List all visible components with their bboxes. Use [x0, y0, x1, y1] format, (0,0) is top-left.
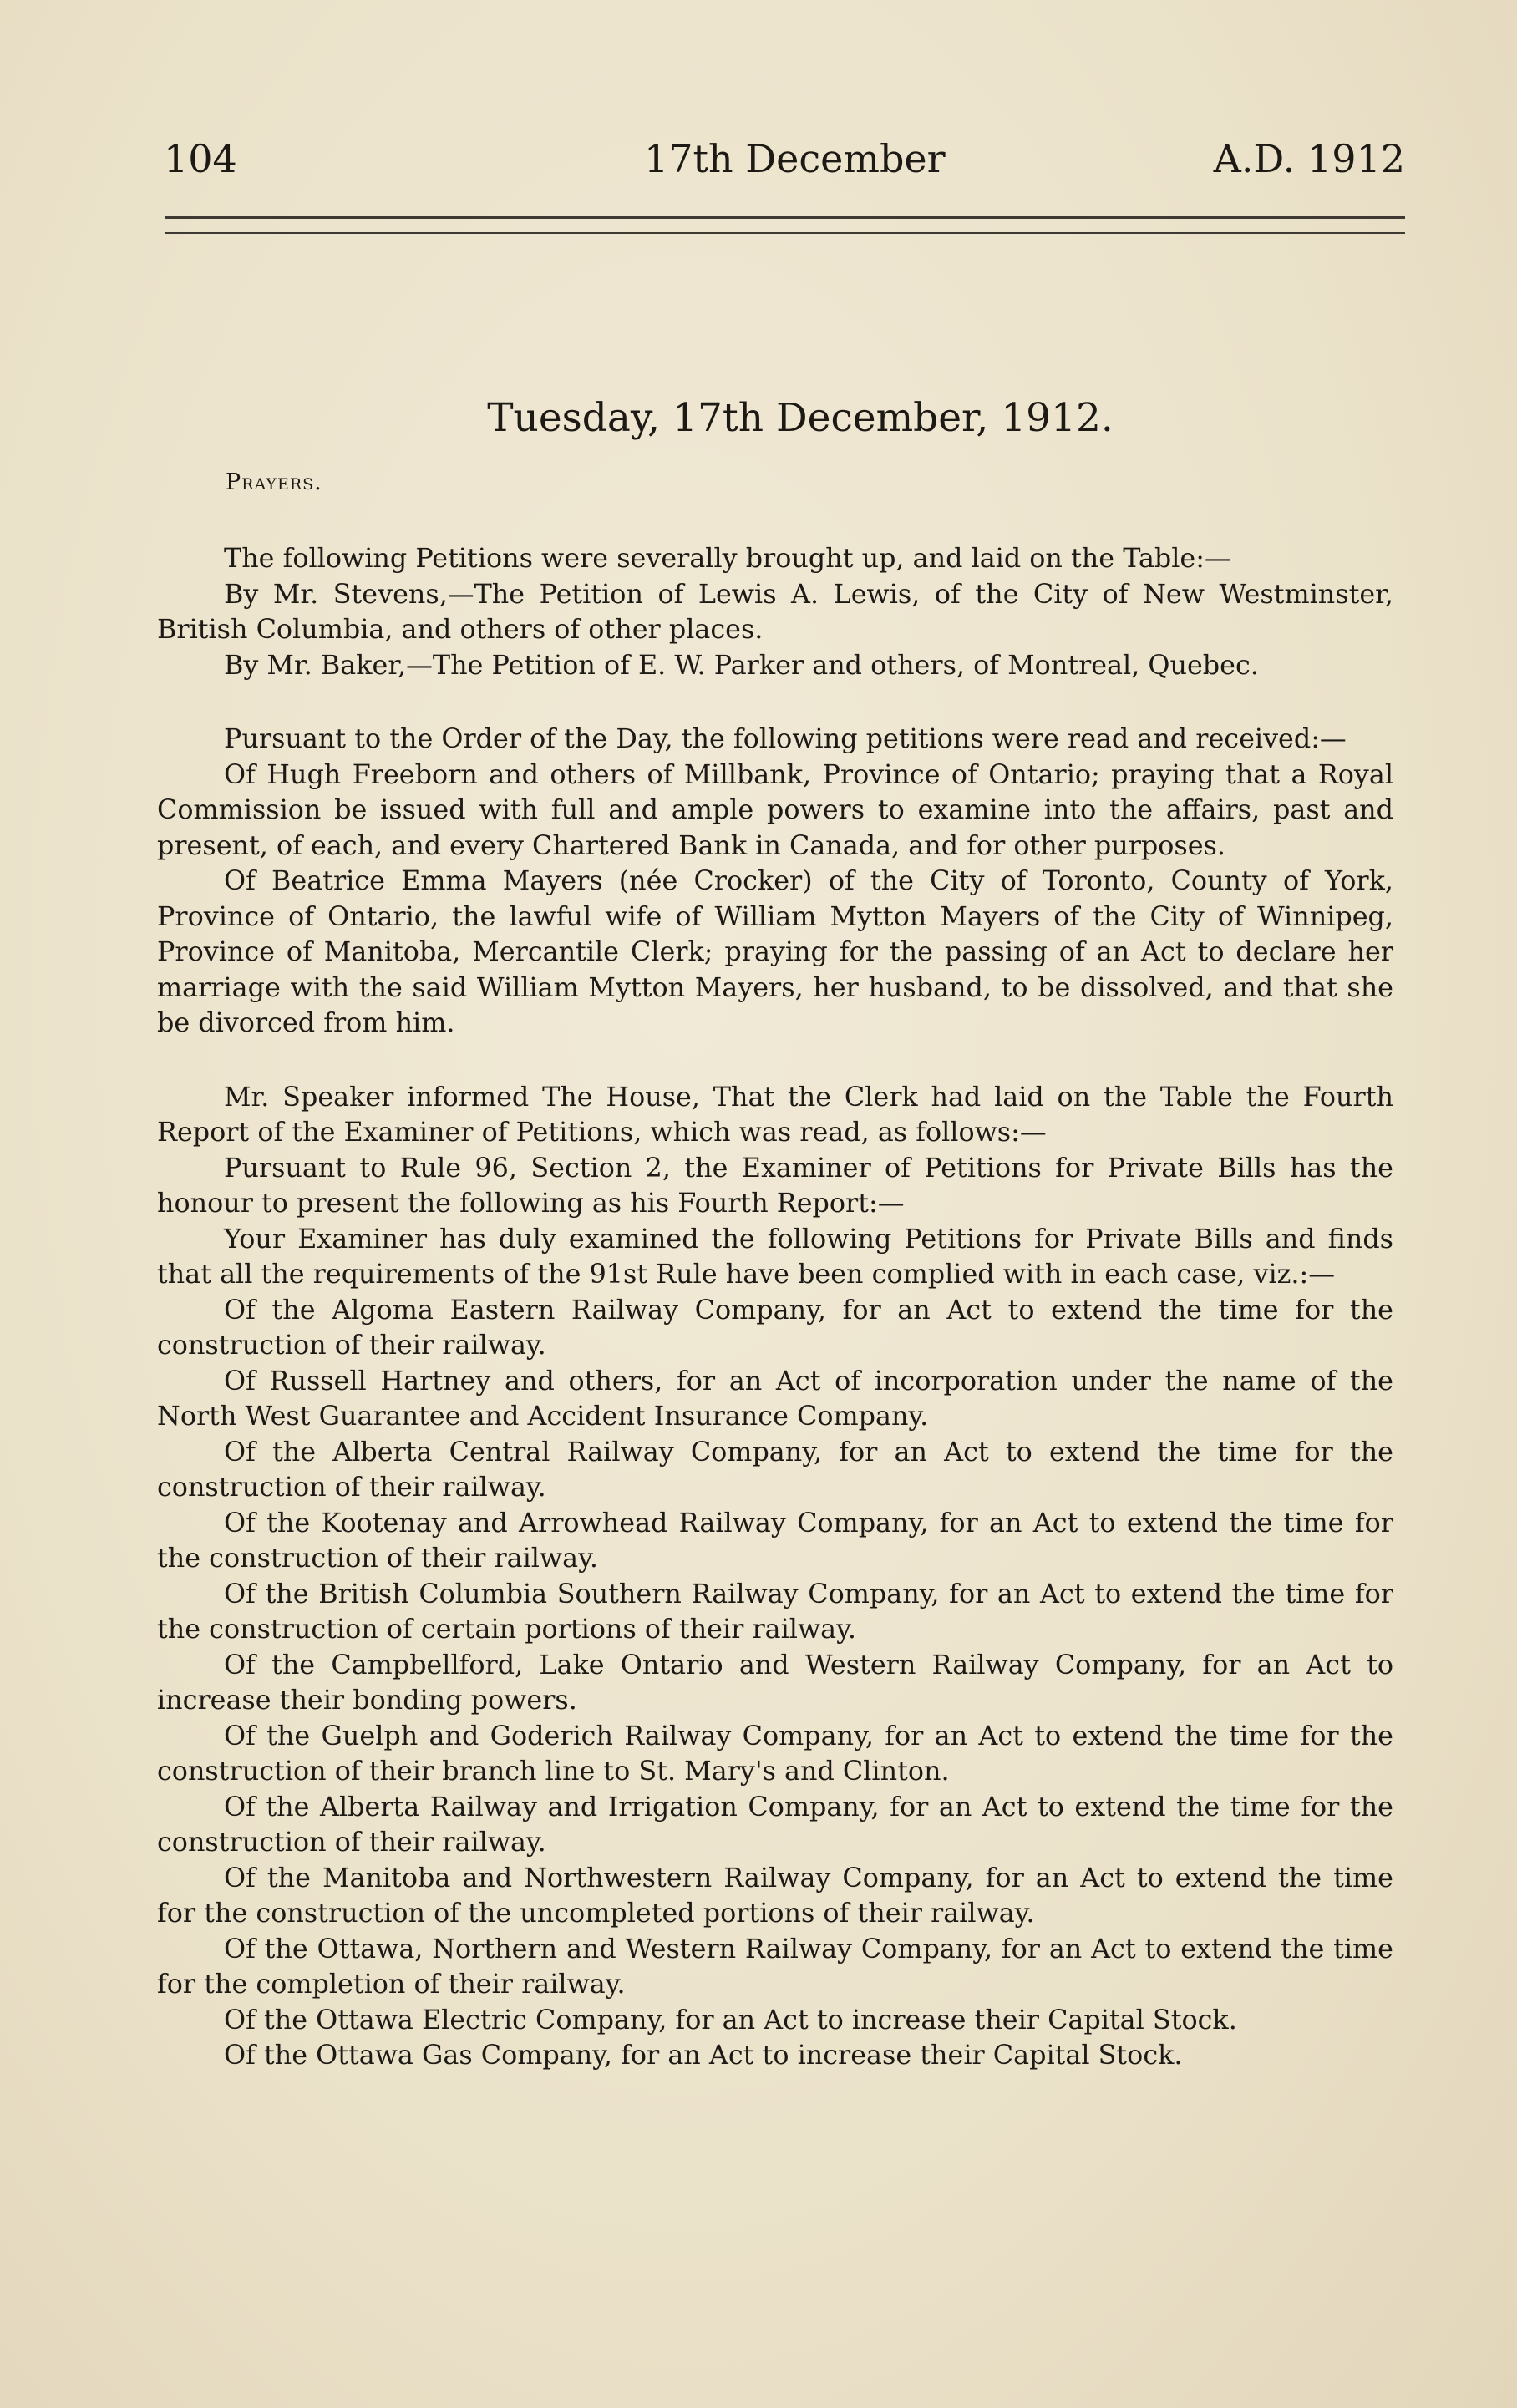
report-item: Of Russell Hartney and others, for an Act of incorporation under the name of the North West Guarantee and Accident Insurance Company. — [157, 1365, 1393, 1432]
day-title: Tuesday, 17th December, 1912. — [487, 395, 1114, 441]
report-item: Of the Algoma Eastern Railway Company, for an Act to extend the time for the construction of their railway. — [157, 1294, 1393, 1361]
running-header — [164, 134, 1405, 192]
petition-stevens: By Mr. Stevens,—The Petition of Lewis A. Lewis, of the City of New Westminster, British Columbia, and others of other places. — [157, 578, 1393, 645]
page-number: 104 — [164, 136, 237, 181]
petition-mayers: Of Beatrice Emma Mayers (née Crocker) of the City of Toronto, County of York, Province of Ontario, the lawful wife of William Mytton Mayers of the City of Winnipeg, Province of Manitoba, Mercantile Clerk; praying for the passing of an Act to declare her marriage with the said William Mytton Mayers, her husband, to be dissolved, and that she be divorced from him. — [157, 865, 1393, 1038]
examiner-paragraph: Your Examiner has duly examined the following Petitions for Private Bills and finds that all the requirements of the 91st Rule have been complied with in each case, viz.:— — [157, 1223, 1393, 1290]
petitions-intro: The following Petitions were severally brought up, and laid on the Table:— — [224, 543, 1231, 574]
report-item: Of the Ottawa, Northern and Western Railway Company, for an Act to extend the time for the completion of their railway. — [157, 1933, 1393, 2000]
order-of-day-intro: Pursuant to the Order of the Day, the following petitions were read and received:— — [224, 723, 1347, 754]
report-item: Of the Campbellford, Lake Ontario and Western Railway Company, for an Act to increase their bonding powers. — [157, 1649, 1393, 1716]
petition-freeborn: Of Hugh Freeborn and others of Millbank, Province of Ontario; praying that a Royal Commission be issued with full and ample powers to examine into the affairs, past and present, of each, and every Chartered Bank in Canada, and for other purposes. — [157, 758, 1393, 861]
header-rule-thin — [165, 232, 1405, 234]
report-item: Of the Guelph and Goderich Railway Company, for an Act to extend the time for the construction of their branch line to St. Mary's and Clinton. — [157, 1720, 1393, 1787]
header-date: 17th December — [644, 136, 946, 181]
report-item: Of the Ottawa Gas Company, for an Act to increase their Capital Stock. — [224, 2040, 1183, 2071]
report-item: Of the Alberta Railway and Irrigation Company, for an Act to extend the time for the construction of their railway. — [157, 1791, 1393, 1858]
section-gap — [157, 1042, 1393, 1080]
report-item: Of the Kootenay and Arrowhead Railway Company, for an Act to extend the time for the construction of their railway. — [157, 1507, 1393, 1574]
report-item: Of the British Columbia Southern Railway Company, for an Act to extend the time for the construction of certain portions of their railway. — [157, 1578, 1393, 1645]
prayers-label: Prayers. — [226, 469, 322, 495]
journal-body — [157, 393, 1393, 2074]
speaker-report: Mr. Speaker informed The House, That the Clerk had laid on the Table the Fourth Report of the Examiner of Petitions, which was read, as follows:— — [157, 1081, 1393, 1148]
report-item: Of the Ottawa Electric Company, for an Act to increase their Capital Stock. — [224, 2004, 1237, 2035]
report-item: Of the Alberta Central Railway Company, for an Act to extend the time for the construction of their railway. — [157, 1436, 1393, 1503]
report-item: Of the Manitoba and Northwestern Railway Company, for an Act to extend the time for the construction of the uncompleted portions of their railway. — [157, 1862, 1393, 1929]
petition-baker: By Mr. Baker,—The Petition of E. W. Parker and others, of Montreal, Quebec. — [224, 649, 1259, 681]
header-year: A.D. 1912 — [1213, 136, 1405, 181]
rule-96-paragraph: Pursuant to Rule 96, Section 2, the Examiner of Petitions for Private Bills has the honour to present the following as his Fourth Report:— — [157, 1152, 1393, 1219]
section-gap — [157, 683, 1393, 722]
header-rule — [165, 216, 1405, 219]
